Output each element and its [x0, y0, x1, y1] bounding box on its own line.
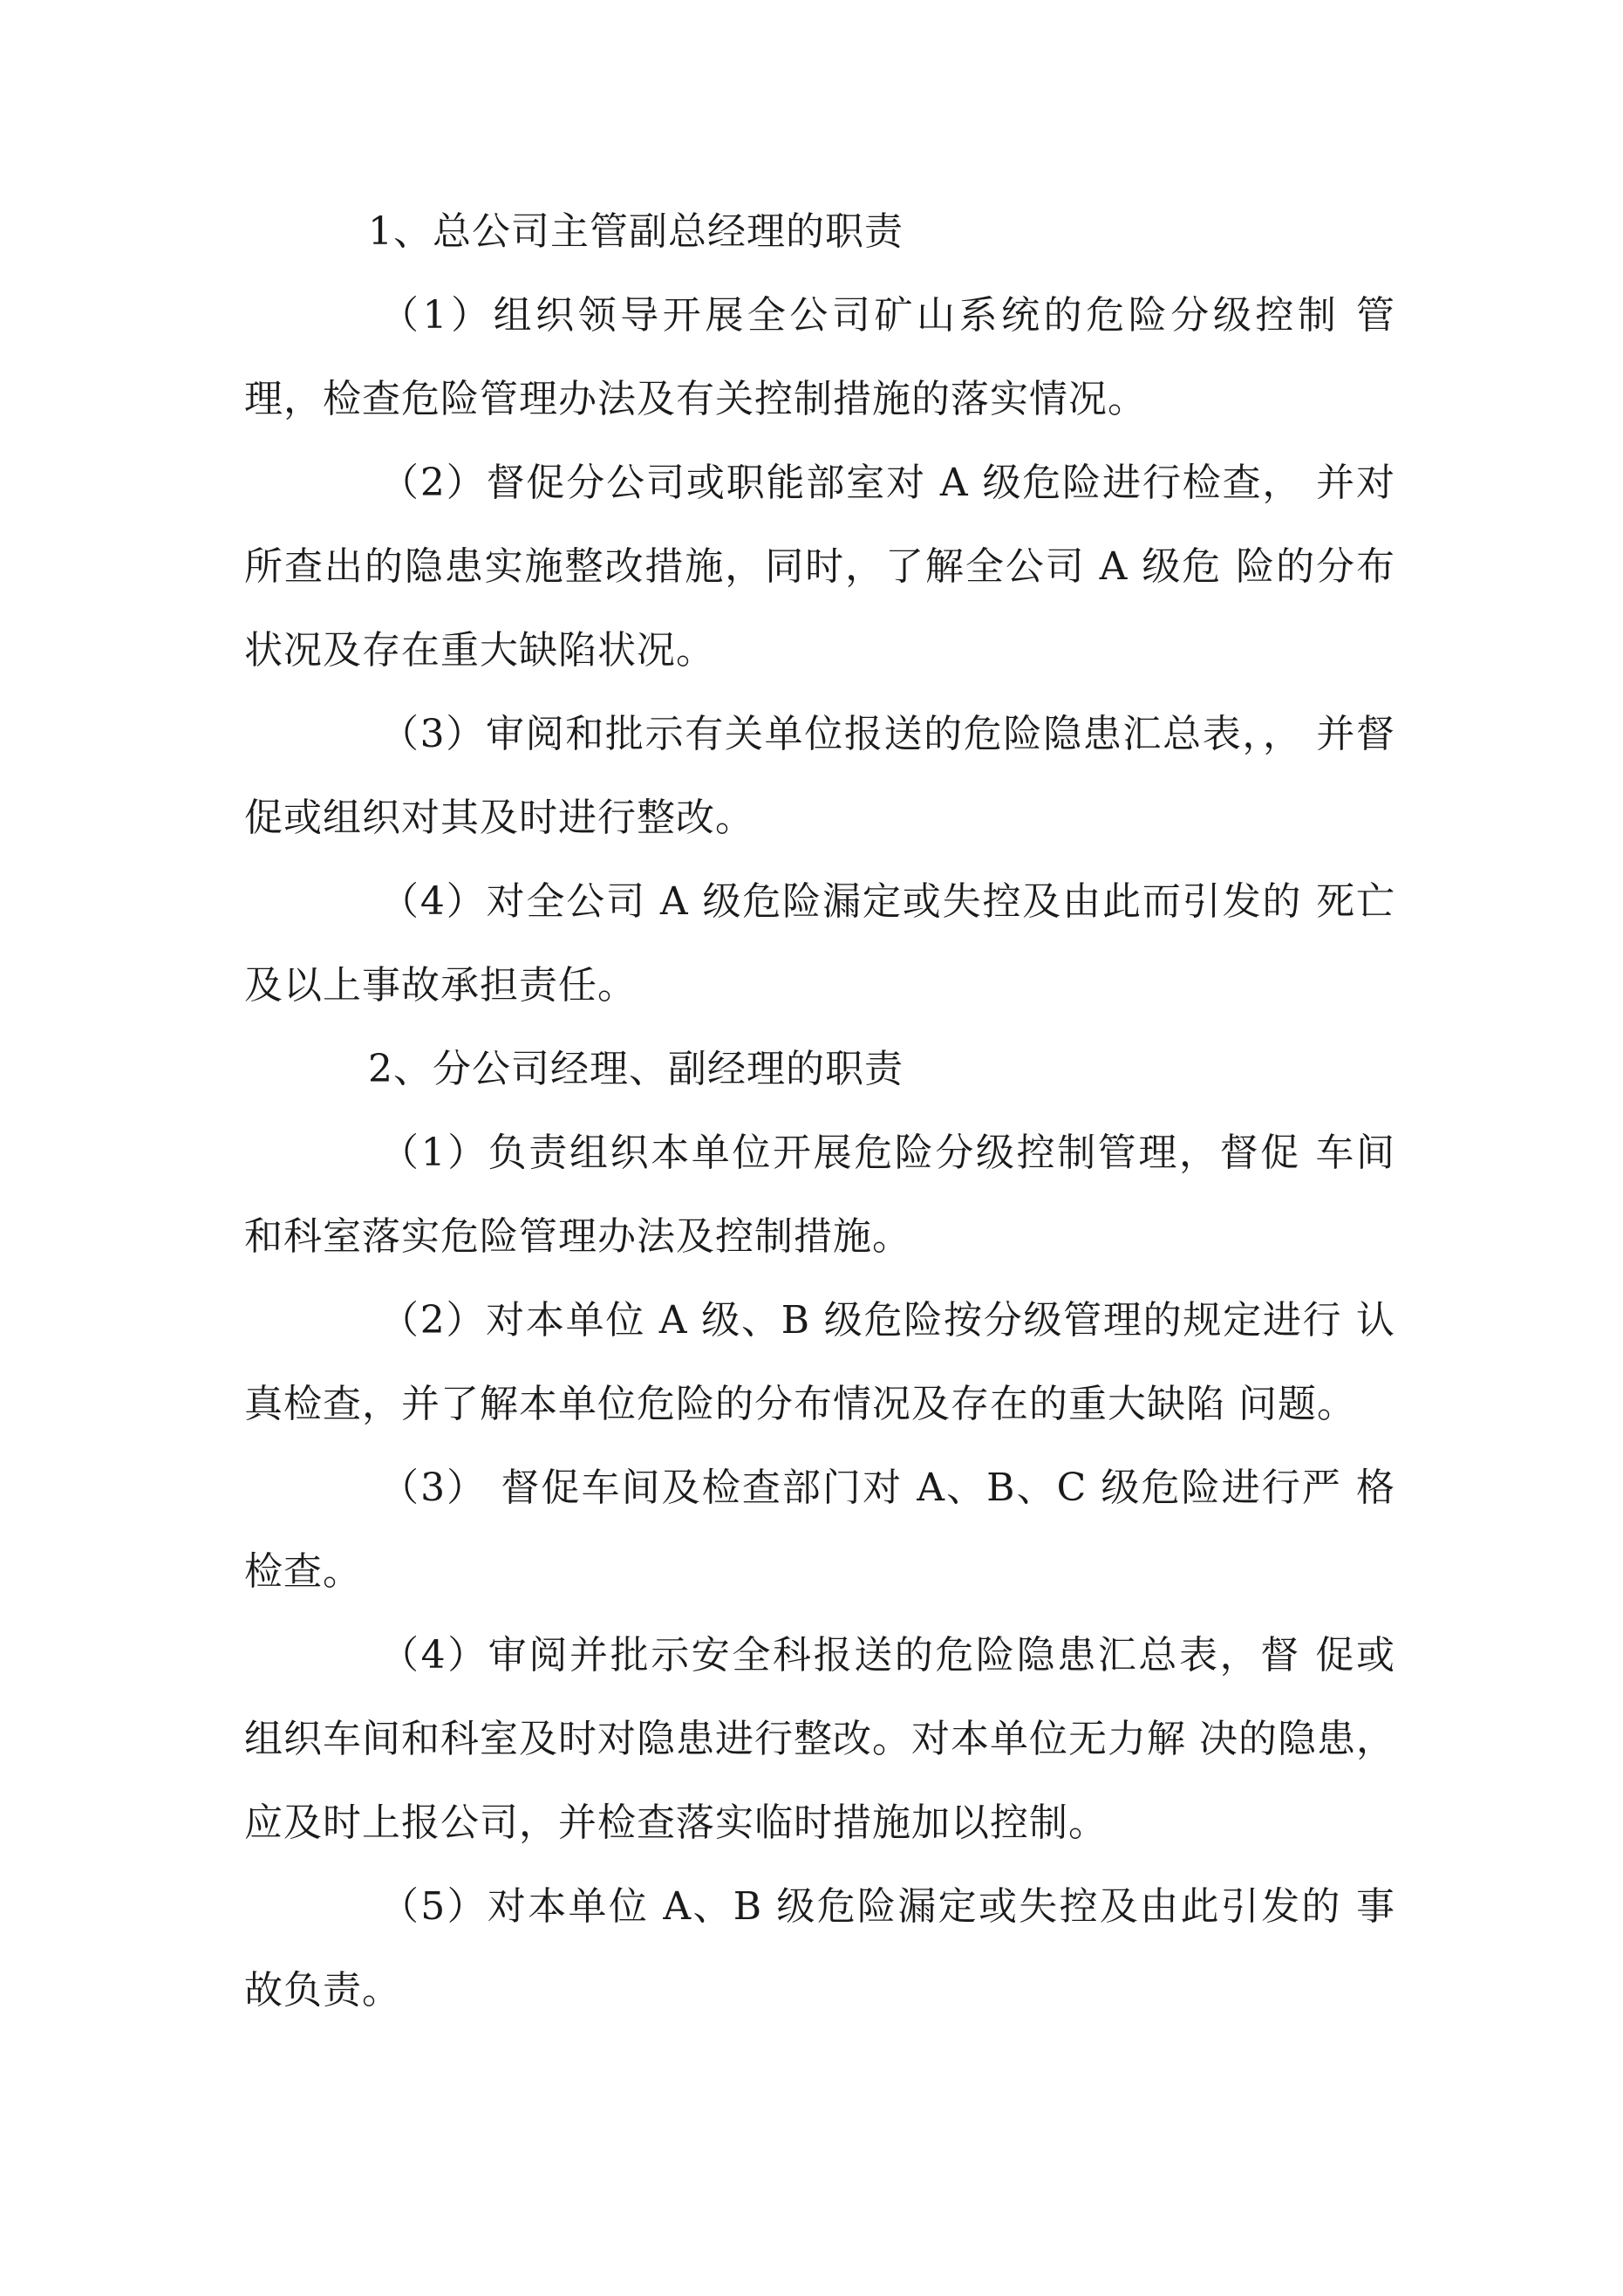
section-2-item-4: （4）审阅并批示安全科报送的危险隐患汇总表，督 促或组织车间和科室及时对隐患进行整改。对本单位无力解 决的隐患，应及时上报公司，并检查落实临时措施加以控制。 — [244, 1633, 1395, 1845]
section-2-item-2: （2）对本单位 A 级、B 级危险按分级管理的规定进行 认真检查，并了解本单位危险的分布情况及存在的重大缺陷 问题。 — [244, 1298, 1395, 1426]
section-1-item-1: （1）组织领导开展全公司矿山系统的危险分级控制 管理，检查危险管理办法及有关控制措施的落实情况。 — [244, 293, 1395, 421]
section-1-item-4: （4）对全公司 A 级危险漏定或失控及由此而引发的 死亡及以上事故承担责任。 — [244, 879, 1395, 1008]
section-2-item-5: （5）对本单位 A、B 级危险漏定或失控及由此引发的 事故负责。 — [244, 1884, 1395, 2012]
section-heading-2: 2、分公司经理、副经理的职责 — [368, 1047, 904, 1091]
document-body — [244, 190, 1395, 2033]
section-2-item-1: （1）负责组织本单位开展危险分级控制管理，督促 车间和科室落实危险管理办法及控制措施。 — [244, 1131, 1395, 1259]
section-1-item-2: （2）督促分公司或职能部室对 A 级危险进行检查， 并对所查出的隐患实施整改措施，同时，了解全公司 A 级危 险的分布状况及存在重大缺陷状况。 — [244, 461, 1395, 673]
section-1-item-3: （3）审阅和批示有关单位报送的危险隐患汇总表，， 并督促或组织对其及时进行整改。 — [244, 712, 1395, 840]
section-2-item-3: （3） 督促车间及检查部门对 A、B、C 级危险进行严 格检查。 — [244, 1466, 1395, 1594]
section-heading-1: 1、总公司主管副总经理的职责 — [368, 209, 904, 254]
